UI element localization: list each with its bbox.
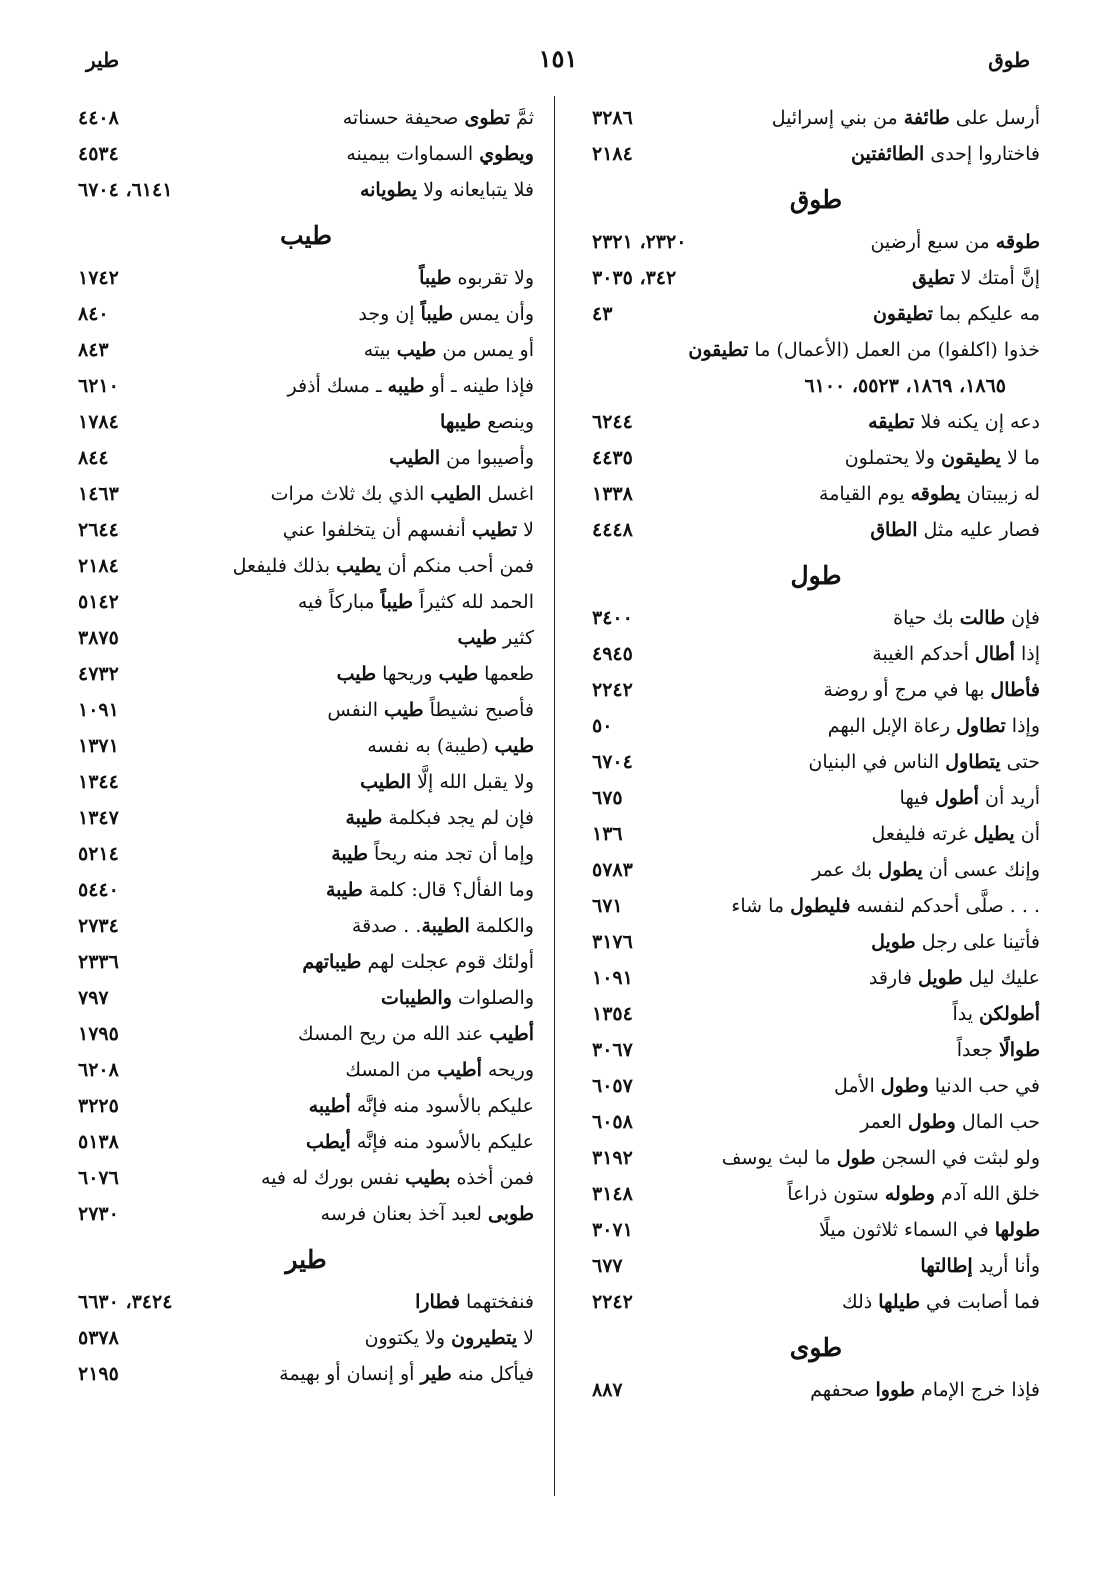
index-entry — [592, 404, 1040, 440]
entry-reference-numbers: ٢٣٣٦ — [78, 951, 119, 973]
index-entry — [592, 816, 1040, 852]
entry-text: فمن أحب منكم أن يطيب بذلك فليفعل — [232, 555, 534, 577]
index-entry — [592, 1068, 1040, 1104]
index-entry — [78, 944, 534, 980]
index-entry — [78, 836, 534, 872]
entry-text: أطولكن يداً — [952, 1003, 1040, 1025]
right-column — [592, 100, 1040, 1408]
entry-heading: طوق — [789, 185, 843, 214]
entry-reference-numbers: ٦٢١٠ — [78, 375, 119, 397]
entry-reference-numbers: ٤٤٣٥ — [592, 447, 633, 469]
index-entry — [592, 888, 1040, 924]
entry-text: ويطوي السماوات بيمينه — [346, 143, 534, 165]
index-entry — [78, 1356, 534, 1392]
entry-reference-numbers: ٣٤٢، ٣٠٣٥ — [592, 267, 677, 289]
index-entry — [592, 744, 1040, 780]
entry-text: الحمد لله كثيراً طيباً مباركاً فيه — [297, 591, 534, 613]
entry-reference-numbers: ٦١٤١، ٦٧٠٤ — [78, 179, 173, 201]
entry-text: وأنا أريد إطالتها — [920, 1255, 1040, 1277]
entry-reference-numbers: ٣١٩٢ — [592, 1147, 633, 1169]
index-entry — [78, 476, 534, 512]
entry-reference-numbers: ١٠٩١ — [592, 967, 633, 989]
header-right-keyword: طوق — [988, 48, 1030, 72]
entry-text: كثير طيب — [457, 627, 534, 649]
index-entry — [78, 368, 534, 404]
entry-text: وما الفأل؟ قال: كلمة طيبة — [325, 879, 534, 901]
entry-text: أولئك قوم عجلت لهم طيباتهم — [302, 951, 534, 973]
entry-text: أو يمس من طيب بيته — [363, 339, 534, 361]
entry-text: عليكم بالأسود منه فإنَّه أيطب — [305, 1131, 534, 1153]
entry-reference-numbers: ٨٤٤ — [78, 447, 109, 469]
entry-text: وأصيبوا من الطيب — [389, 447, 534, 469]
entry-reference-numbers: ٢٧٣٠ — [78, 1203, 119, 1225]
entry-reference-numbers: ١٠٩١ — [78, 699, 119, 721]
entry-text: طيب (طيبة) به نفسه — [367, 735, 534, 757]
entry-reference-numbers: ٧٩٧ — [78, 987, 109, 1009]
index-entry — [592, 260, 1040, 296]
entry-reference-numbers: ١٧٨٤ — [78, 411, 119, 433]
entry-reference-numbers: ٣١٧٦ — [592, 931, 633, 953]
entry-reference-numbers: ٢٦٤٤ — [78, 519, 119, 541]
entry-text: أرسل على طائفة من بني إسرائيل — [771, 107, 1040, 129]
entry-text: في حب الدنيا وطول الأمل — [834, 1075, 1040, 1097]
entry-reference-numbers: ٢١٨٤ — [592, 143, 633, 165]
entry-reference-numbers: ٥٧٨٣ — [592, 859, 633, 881]
index-entry — [592, 440, 1040, 476]
entry-text: وإذا تطاول رعاة الإبل البهم — [827, 715, 1040, 737]
index-entry — [78, 872, 534, 908]
entry-text: طوقه من سبع أرضين — [870, 231, 1040, 253]
index-entry — [592, 224, 1040, 260]
entry-reference-numbers: ٢١٩٥ — [78, 1363, 119, 1385]
index-entry — [78, 1320, 534, 1356]
entry-reference-numbers: ٣٢٨٦ — [592, 107, 633, 129]
entry-heading: طير — [285, 1245, 327, 1274]
entry-reference-numbers: ١٤٦٣ — [78, 483, 119, 505]
entry-reference-numbers: ٥٢١٤ — [78, 843, 119, 865]
entry-reference-numbers: ٢٣٢٠، ٢٣٢١ — [592, 231, 687, 253]
index-entry — [592, 924, 1040, 960]
index-entry — [78, 656, 534, 692]
entry-text: لا تطيب أنفسهم أن يتخلفوا عني — [282, 519, 534, 541]
entry-reference-numbers: ٣٠٧١ — [592, 1219, 633, 1241]
index-entry — [78, 1016, 534, 1052]
entry-text: فأصبح نشيطاً طيب النفس — [327, 699, 534, 721]
entry-reference-numbers: ٦٠٧٦ — [78, 1167, 119, 1189]
index-entry — [78, 692, 534, 728]
entry-reference-numbers: ٥١٣٨ — [78, 1131, 119, 1153]
entry-text: فمن أخذه بطيب نفس بورك له فيه — [260, 1167, 534, 1189]
entry-reference-numbers: ٣٤٢٤، ٦٦٣٠ — [78, 1291, 173, 1313]
index-entry — [592, 1032, 1040, 1068]
index-entry — [592, 512, 1040, 548]
entry-reference-numbers: ٢٢٤٢ — [592, 1291, 633, 1313]
entry-text: فصار عليه مثل الطاق — [870, 519, 1040, 541]
left-column — [78, 100, 534, 1392]
index-entry — [592, 136, 1040, 172]
entry-reference-numbers: ٣٨٧٥ — [78, 627, 119, 649]
entry-text: فإن لم يجد فبكلمة طيبة — [345, 807, 534, 829]
entry-text: فإذا خرج الإمام طووا صحفهم — [810, 1379, 1040, 1401]
index-entry — [592, 672, 1040, 708]
entry-text: طوالًا جعداً — [956, 1039, 1040, 1061]
index-entry — [78, 136, 534, 172]
entry-reference-numbers: ١٣٧١ — [78, 735, 119, 757]
entry-reference-numbers: ٦٢٠٨ — [78, 1059, 119, 1081]
index-entry — [78, 764, 534, 800]
entry-reference-numbers: ٣٠٦٧ — [592, 1039, 633, 1061]
index-entry — [592, 1104, 1040, 1140]
entry-text: وإما أن تجد منه ريحاً طيبة — [331, 843, 534, 865]
entry-text: دعه إن يكنه فلا تطيقه — [868, 411, 1040, 433]
entry-reference-numbers: ٢٧٣٤ — [78, 915, 119, 937]
entry-reference-numbers: ٥٤٤٠ — [78, 879, 119, 901]
entry-reference-numbers: ١٣٦ — [592, 823, 623, 845]
entry-reference-numbers: ١٣٤٧ — [78, 807, 119, 829]
entry-text: فإن طالت بك حياة — [893, 607, 1040, 629]
entry-text: طعمها طيب وريحها طيب — [336, 663, 534, 685]
entry-reference-numbers: ٦٠٥٨ — [592, 1111, 633, 1133]
index-entry — [592, 1140, 1040, 1176]
entry-text: فلا يتبايعانه ولا يطويانه — [359, 179, 534, 201]
index-entry — [592, 1372, 1040, 1408]
entry-reference-numbers: ٨٤٠ — [78, 303, 109, 325]
index-entry — [592, 780, 1040, 816]
entry-text: فيأكل منه طير أو إنسان أو بهيمة — [279, 1363, 534, 1385]
entry-text: والكلمة الطيبة. . صدقة — [351, 915, 534, 937]
entry-reference-numbers: ٣١٤٨ — [592, 1183, 633, 1205]
entry-reference-numbers: ٣٢٢٥ — [78, 1095, 119, 1117]
entry-reference-numbers: ١٣٣٨ — [592, 483, 633, 505]
entry-text: مه عليكم بما تطيقون — [872, 303, 1040, 325]
entry-text: خلق الله آدم وطوله ستون ذراعاً — [787, 1183, 1040, 1205]
entry-reference-numbers: ٦٧٠٤ — [592, 751, 633, 773]
entry-text: إنَّ أمتك لا تطيق — [912, 267, 1040, 289]
index-entry — [78, 332, 534, 368]
index-entry — [78, 1124, 534, 1160]
entry-text: ولا تقربوه طيباً — [419, 267, 534, 289]
entry-text: وينصع طيبها — [440, 411, 534, 433]
entry-reference-numbers: ٦٧١ — [592, 895, 623, 917]
entry-reference-numbers: ١٨٦٥، ١٨٦٩، ٥٥٢٣، ٦١٠٠ — [804, 375, 1006, 397]
entry-reference-numbers: ٦٢٤٤ — [592, 411, 633, 433]
page-number: ١٥١ — [538, 44, 578, 73]
index-entry — [78, 548, 534, 584]
index-entry — [592, 1248, 1040, 1284]
entry-text: لا يتطيرون ولا يكتوون — [364, 1327, 534, 1349]
entry-reference-numbers: ٣٤٠٠ — [592, 607, 633, 629]
entry-reference-numbers: ٤٥٣٤ — [78, 143, 119, 165]
entry-text: فما أصابت في طيلها ذلك — [841, 1291, 1040, 1313]
column-divider — [554, 96, 555, 1496]
index-entry — [592, 1176, 1040, 1212]
index-entry — [78, 1196, 534, 1232]
index-entry — [78, 620, 534, 656]
entry-reference-numbers: ٤٤٤٨ — [592, 519, 633, 541]
entry-reference-numbers: ٥١٤٢ — [78, 591, 119, 613]
entry-text: طوبى لعبد آخذ بعنان فرسه — [320, 1203, 534, 1225]
entry-heading: طول — [790, 561, 842, 590]
page-header — [86, 40, 1030, 80]
index-entry — [78, 440, 534, 476]
index-entry — [592, 996, 1040, 1032]
index-entry — [78, 100, 534, 136]
entry-text: حب المال وطول العمر — [860, 1111, 1040, 1133]
entry-text: والصلوات والطيبات — [380, 987, 534, 1009]
entry-text: فإذا طينه ـ أو طيبه ـ مسك أذفر — [287, 375, 534, 397]
entry-text: فاختاروا إحدى الطائفتين — [851, 143, 1040, 165]
entry-reference-numbers: ٦٧٧ — [592, 1255, 623, 1277]
entry-reference-numbers: ٤٤٠٨ — [78, 107, 119, 129]
entry-reference-numbers: ٢١٨٤ — [78, 555, 119, 577]
entry-reference-numbers: ٤٣ — [592, 303, 613, 325]
index-entry — [592, 368, 1040, 404]
entry-text: فأطال بها في مرج أو روضة — [823, 679, 1040, 701]
index-entry — [592, 960, 1040, 996]
index-entry — [592, 600, 1040, 636]
index-entry — [78, 980, 534, 1016]
index-entry — [592, 296, 1040, 332]
index-entry — [78, 728, 534, 764]
entry-reference-numbers: ١٧٩٥ — [78, 1023, 119, 1045]
index-entry — [78, 1160, 534, 1196]
entry-text: أطيب عند الله من ريح المسك — [298, 1023, 534, 1045]
entry-text: عليك ليل طويل فارقد — [868, 967, 1040, 989]
index-entry — [78, 800, 534, 836]
entry-text: وإنك عسى أن يطول بك عمر — [812, 859, 1040, 881]
index-entry — [78, 1284, 534, 1320]
index-entry — [78, 584, 534, 620]
entry-reference-numbers: ٦٠٥٧ — [592, 1075, 633, 1097]
entry-text: إذا أطال أحدكم الغيبة — [872, 643, 1040, 665]
entry-text: طولها في السماء ثلاثون ميلًا — [818, 1219, 1040, 1241]
index-entry — [78, 296, 534, 332]
entry-reference-numbers: ٥٣٧٨ — [78, 1327, 119, 1349]
entry-text: فنفختهما فطارا — [415, 1291, 534, 1313]
entry-text: ما لا يطيقون ولا يحتملون — [844, 447, 1040, 469]
entry-text: ولو لبثت في السجن طول ما لبث يوسف — [721, 1147, 1040, 1169]
index-entry — [592, 708, 1040, 744]
entry-text: ولا يقبل الله إلَّا الطيب — [360, 771, 534, 793]
entry-reference-numbers: ٢٢٤٢ — [592, 679, 633, 701]
entry-reference-numbers: ٦٧٥ — [592, 787, 623, 809]
entry-text: فأتينا على رجل طويل — [871, 931, 1040, 953]
entry-reference-numbers: ١٧٤٢ — [78, 267, 119, 289]
index-entry — [78, 908, 534, 944]
index-entry — [592, 332, 1040, 368]
entry-text: له زبيبتان يطوقه يوم القيامة — [819, 483, 1040, 505]
header-left-keyword: طير — [86, 48, 119, 72]
entry-text: وأن يمس طيباً إن وجد — [358, 303, 534, 325]
index-entry — [592, 476, 1040, 512]
entry-text: اغسل الطيب الذي بك ثلاث مرات — [270, 483, 534, 505]
entry-reference-numbers: ٤٩٤٥ — [592, 643, 633, 665]
index-entry — [592, 100, 1040, 136]
index-entry — [78, 1052, 534, 1088]
entry-text: خذوا (اكلفوا) من العمل (الأعمال) ما تطيقون — [688, 339, 1040, 361]
index-entry — [78, 512, 534, 548]
entry-reference-numbers: ٨٨٧ — [592, 1379, 623, 1401]
entry-reference-numbers: ٨٤٣ — [78, 339, 109, 361]
entry-text: حتى يتطاول الناس في البنيان — [808, 751, 1040, 773]
entry-heading: طيب — [280, 221, 332, 250]
index-entry — [78, 404, 534, 440]
index-entry — [592, 1284, 1040, 1320]
index-entry — [78, 1088, 534, 1124]
index-entry — [78, 172, 534, 208]
entry-text: ثمَّ تطوى صحيفة حسناته — [342, 107, 534, 129]
index-entry — [78, 260, 534, 296]
index-entry — [592, 636, 1040, 672]
entry-reference-numbers: ٥٠ — [592, 715, 613, 737]
index-entry — [592, 852, 1040, 888]
entry-reference-numbers: ٤٧٣٢ — [78, 663, 119, 685]
entry-reference-numbers: ١٣٤٤ — [78, 771, 119, 793]
entry-text: أريد أن أطول فيها — [899, 787, 1040, 809]
entry-text: أن يطيل غرته فليفعل — [871, 823, 1040, 845]
entry-text: . . . صلَّى أحدكم لنفسه فليطول ما شاء — [731, 895, 1040, 917]
entry-text: عليكم بالأسود منه فإنَّه أطيبه — [308, 1095, 534, 1117]
entry-heading: طوى — [789, 1333, 843, 1362]
entry-reference-numbers: ١٣٥٤ — [592, 1003, 633, 1025]
entry-text: وريحه أطيب من المسك — [345, 1059, 534, 1081]
index-entry — [592, 1212, 1040, 1248]
